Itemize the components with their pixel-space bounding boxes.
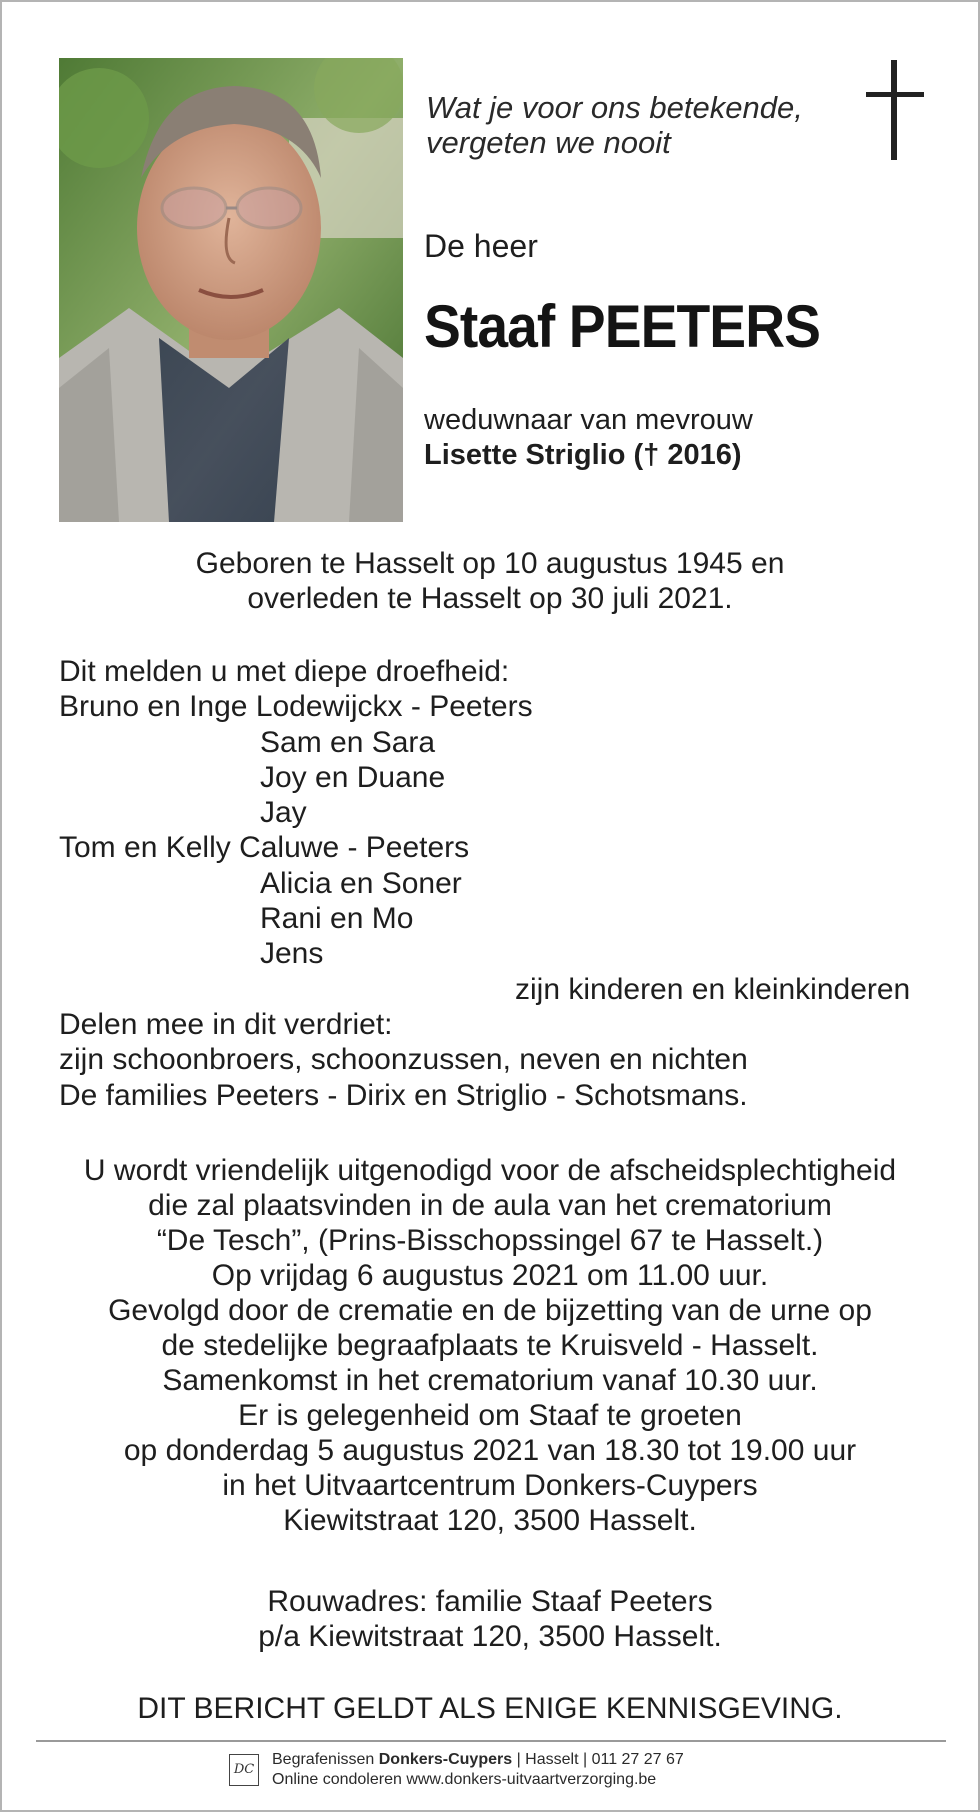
footer-prefix: Begrafenissen xyxy=(272,1751,375,1768)
portrait-photo xyxy=(59,58,403,522)
invitation-line: Er is gelegenheid om Staaf te groeten xyxy=(238,1399,742,1432)
invitation-line: de stedelijke begraafplaats te Kruisveld - Hasselt. xyxy=(161,1329,819,1362)
child-1: Bruno en Inge Lodewijckx - Peeters xyxy=(59,690,533,724)
share-intro: Delen mee in dit verdriet: xyxy=(59,1007,393,1041)
footer-divider xyxy=(36,1740,946,1742)
grandchild: Sam en Sara xyxy=(260,725,436,759)
invitation xyxy=(2,1153,978,1538)
invitation-line: U wordt vriendelijk uitgenodigd voor de afscheidsplechtigheid xyxy=(83,1154,897,1187)
deceased-title: De heer xyxy=(424,228,538,264)
spouse-line-1: weduwnaar van mevrouw xyxy=(424,404,753,436)
invitation-line: die zal plaatsvinden in de aula van het crematorium xyxy=(148,1189,832,1222)
child-2: Tom en Kelly Caluwe - Peeters xyxy=(59,831,470,865)
invitation-line: Samenkomst in het crematorium vanaf 10.30 uur. xyxy=(162,1364,818,1397)
motto xyxy=(426,90,803,160)
funeral-home-logo: DC xyxy=(229,1754,259,1786)
birth-death-info xyxy=(2,546,978,616)
footer-line-1 xyxy=(272,1750,684,1770)
grandchild: Joy en Duane xyxy=(260,760,446,794)
relation-label: zijn kinderen en kleinkinderen xyxy=(515,972,911,1006)
invitation-line: op donderdag 5 augustus 2021 van 18.30 tot 19.00 uur xyxy=(123,1434,857,1467)
footer-details: | Hasselt | 011 27 27 67 xyxy=(516,1751,684,1768)
grandchild: Jay xyxy=(260,796,307,830)
invitation-line: Op vrijdag 6 augustus 2021 om 11.00 uur. xyxy=(211,1259,769,1292)
footer xyxy=(272,1750,684,1790)
motto-line-2: vergeten we nooit xyxy=(426,125,671,160)
deceased-name: Staaf PEETERS xyxy=(424,293,821,360)
notice: DIT BERICHT GELDT ALS ENIGE KENNISGEVING. xyxy=(137,1692,843,1725)
footer-company: Donkers-Cuypers xyxy=(378,1751,513,1768)
grandchild: Jens xyxy=(260,937,324,971)
invitation-line: Gevolgd door de crematie en de bijzetting van de urne op xyxy=(108,1294,872,1327)
address-line-2: p/a Kiewitstraat 120, 3500 Hasselt. xyxy=(258,1620,722,1653)
invitation-line: in het Uitvaartcentrum Donkers-Cuypers xyxy=(222,1469,758,1502)
family-list xyxy=(59,654,910,1113)
share-line-2: De families Peeters - Dirix en Striglio - Schotsmans. xyxy=(59,1078,748,1112)
family-intro: Dit melden u met diepe droefheid: xyxy=(59,655,510,688)
mourning-address xyxy=(2,1584,978,1654)
born-line-2: overleden te Hasselt op 30 juli 2021. xyxy=(247,582,733,615)
invitation-line: Kiewitstraat 120, 3500 Hasselt. xyxy=(283,1504,697,1537)
grandchild: Alicia en Soner xyxy=(260,866,462,900)
spouse-line-2: Lisette Striglio († 2016) xyxy=(424,439,742,471)
address-line-1: Rouwadres: familie Staaf Peeters xyxy=(267,1585,713,1618)
footer-line-2[interactable]: Online condoleren www.donkers-uitvaartverzorging.be xyxy=(272,1771,657,1788)
grandchild: Rani en Mo xyxy=(260,902,414,936)
born-line-1: Geboren te Hasselt op 10 augustus 1945 en xyxy=(195,547,785,580)
share-line-1: zijn schoonbroers, schoonzussen, neven en nichten xyxy=(59,1043,748,1077)
motto-line-1: Wat je voor ons betekende, xyxy=(426,90,803,125)
portrait-illustration xyxy=(59,58,403,522)
invitation-line: “De Tesch”, (Prins-Bisschopssingel 67 te Hasselt.) xyxy=(156,1224,824,1257)
cross-icon xyxy=(866,60,924,160)
